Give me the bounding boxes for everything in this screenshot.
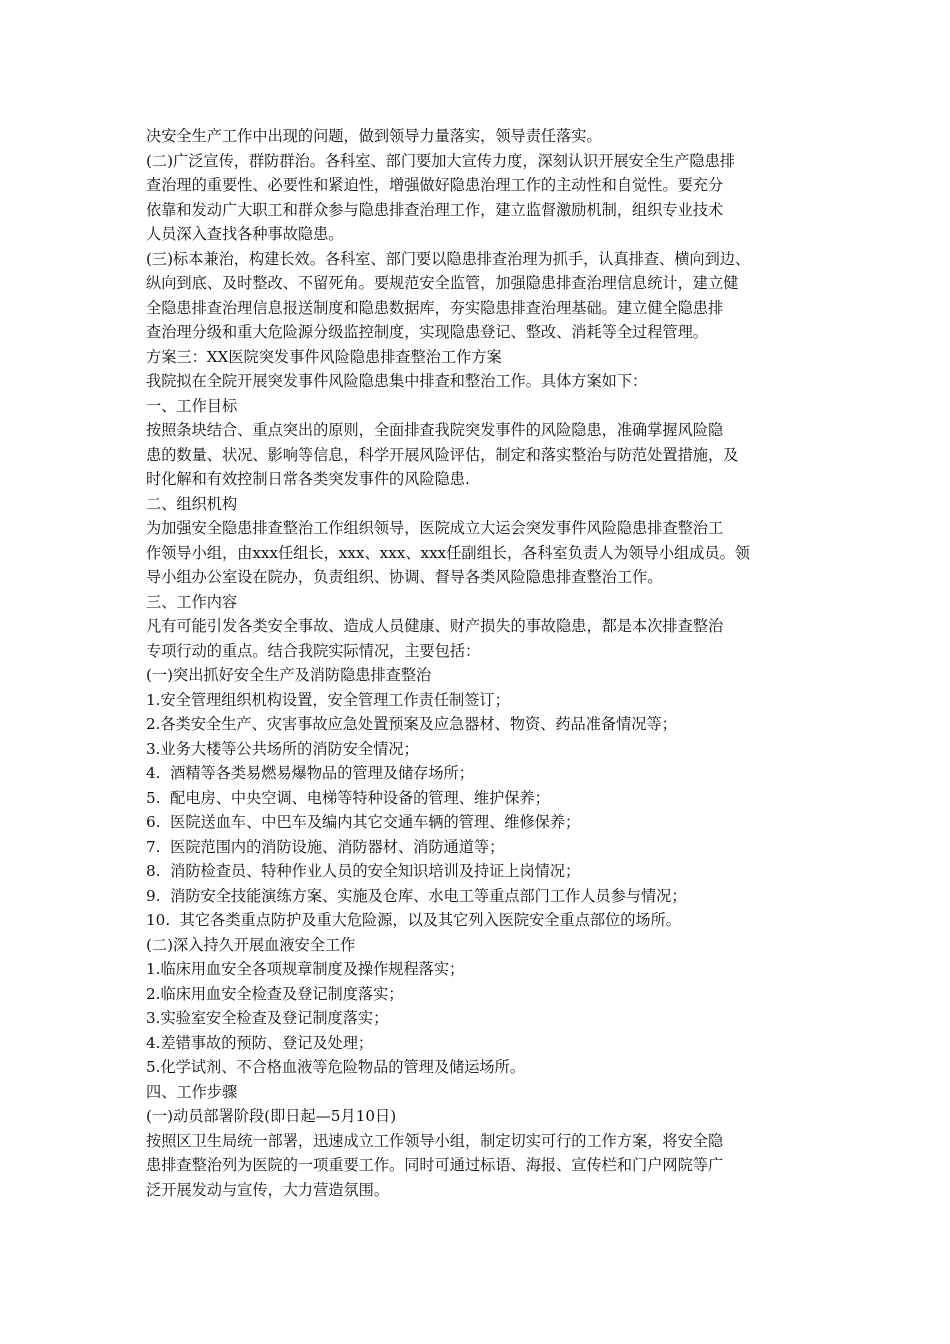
subsection-heading: (一)动员部署阶段(即日起—5月10日) bbox=[146, 1107, 397, 1125]
list-item: 6. 医院送血车、中巴车及编内其它交通车辆的管理、维修保养； bbox=[146, 813, 581, 831]
document-body bbox=[146, 124, 811, 1202]
list-item: 8. 消防检查员、特种作业人员的安全知识培训及持证上岗情况； bbox=[146, 862, 581, 880]
section-heading: 四、工作步骤 bbox=[146, 1082, 238, 1101]
text-line: 我院拟在全院开展突发事件风险隐患集中排查和整治工作。具体方案如下： bbox=[146, 372, 648, 390]
subsection-heading: (一)突出抓好安全生产及消防隐患排查整治 bbox=[146, 666, 432, 684]
text-line: 专项行动的重点。结合我院实际情况，主要包括： bbox=[146, 641, 481, 660]
text-line: (三)标本兼治，构建长效。各科室、部门要以隐患排查治理为抓手，认真排查、横向到边、 bbox=[146, 249, 751, 268]
list-item: 5.化学试剂、不合格血液等危险物品的管理及储运场所。 bbox=[146, 1058, 525, 1076]
text-line: 纵向到底、及时整改、不留死角。要规范安全监管，加强隐患排查治理信息统计，建立健 bbox=[146, 274, 739, 292]
section-heading: 二、组织机构 bbox=[146, 494, 238, 513]
text-line: 导小组办公室设在院办，负责组织、协调、督导各类风险隐患排查整治工作。 bbox=[146, 568, 663, 586]
list-item: 7. 医院范围内的消防设施、消防器材、消防通道等； bbox=[146, 837, 505, 856]
text-line: 泛开展发动与宣传，大力营造氛围。 bbox=[146, 1180, 389, 1199]
text-line: 按照区卫生局统一部署，迅速成立工作领导小组，制定切实可行的工作方案，将安全隐 bbox=[146, 1131, 724, 1150]
section-heading: 一、工作目标 bbox=[146, 396, 238, 415]
text-line: 查治理分级和重大危险源分级监控制度，实现隐患登记、整改、消耗等全过程管理。 bbox=[146, 323, 708, 341]
text-line: 全隐患排查治理信息报送制度和隐患数据库，夯实隐患排查治理基础。建立健全隐患排 bbox=[146, 298, 724, 317]
section-heading: 方案三：XX医院突发事件风险隐患排查整治工作方案 bbox=[146, 347, 502, 366]
section-heading: 三、工作内容 bbox=[146, 592, 238, 611]
text-line: 为加强安全隐患排查整治工作组织领导，医院成立大运会突发事件风险隐患排查整治工 bbox=[146, 519, 724, 537]
text-line: 查治理的重要性、必要性和紧迫性，增强做好隐患治理工作的主动性和自觉性。要充分 bbox=[146, 176, 724, 194]
list-item: 4.差错事故的预防、登记及处理； bbox=[146, 1033, 374, 1052]
list-item: 9. 消防安全技能演练方案、实施及仓库、水电工等重点部门工作人员参与情况； bbox=[146, 886, 687, 905]
list-item: 1.安全管理组织机构设置，安全管理工作责任制签订； bbox=[146, 690, 510, 709]
text-line: 凡有可能引发各类安全事故、造成人员健康、财产损失的事故隐患，都是本次排查整治 bbox=[146, 617, 724, 635]
list-item: 3.业务大楼等公共场所的消防安全情况； bbox=[146, 739, 419, 758]
text-line: 患排查整治列为医院的一项重要工作。同时可通过标语、海报、宣传栏和门户网院等广 bbox=[146, 1156, 724, 1174]
text-line: 决安全生产工作中出现的问题，做到领导力量落实，领导责任落实。 bbox=[146, 127, 602, 145]
list-item: 3.实验室安全检查及登记制度落实； bbox=[146, 1009, 389, 1027]
subsection-heading: (二)深入持久开展血液安全工作 bbox=[146, 935, 356, 954]
text-line: (二)广泛宣传，群防群治。各科室、部门要加大宣传力度，深刻认识开展安全生产隐患排 bbox=[146, 151, 735, 170]
text-line: 患的数量、状况、影响等信息，科学开展风险评估，制定和落实整治与防范处置措施，及 bbox=[146, 445, 739, 464]
list-item: 5. 配电房、中央空调、电梯等特种设备的管理、维护保养； bbox=[146, 788, 550, 807]
text-line: 人员深入查找各种事故隐患。 bbox=[146, 225, 344, 243]
list-item: 2.各类安全生产、灾害事故应急处置预案及应急器材、物资、药品准备情况等； bbox=[146, 715, 677, 733]
list-item: 4. 酒精等各类易燃易爆物品的管理及储存场所； bbox=[146, 764, 474, 782]
text-line: 作领导小组，由xxx任组长，xxx、xxx、xxx任副组长，各科室负责人为领导小组成员。领 bbox=[146, 543, 750, 562]
text-line: 依靠和发动广大职工和群众参与隐患排查治理工作，建立监督激励机制，组织专业技术 bbox=[146, 200, 724, 219]
text-line: 时化解和有效控制日常各类突发事件的风险隐患. bbox=[146, 470, 470, 488]
list-item: 1.临床用血安全各项规章制度及操作规程落实； bbox=[146, 960, 465, 978]
list-item: 10. 其它各类重点防护及重大危险源，以及其它列入医院安全重点部位的场所。 bbox=[146, 911, 681, 929]
text-line: 按照条块结合、重点突出的原则，全面排查我院突发事件的风险隐患，准确掌握风险隐 bbox=[146, 421, 724, 439]
list-item: 2.临床用血安全检查及登记制度落实； bbox=[146, 984, 404, 1003]
